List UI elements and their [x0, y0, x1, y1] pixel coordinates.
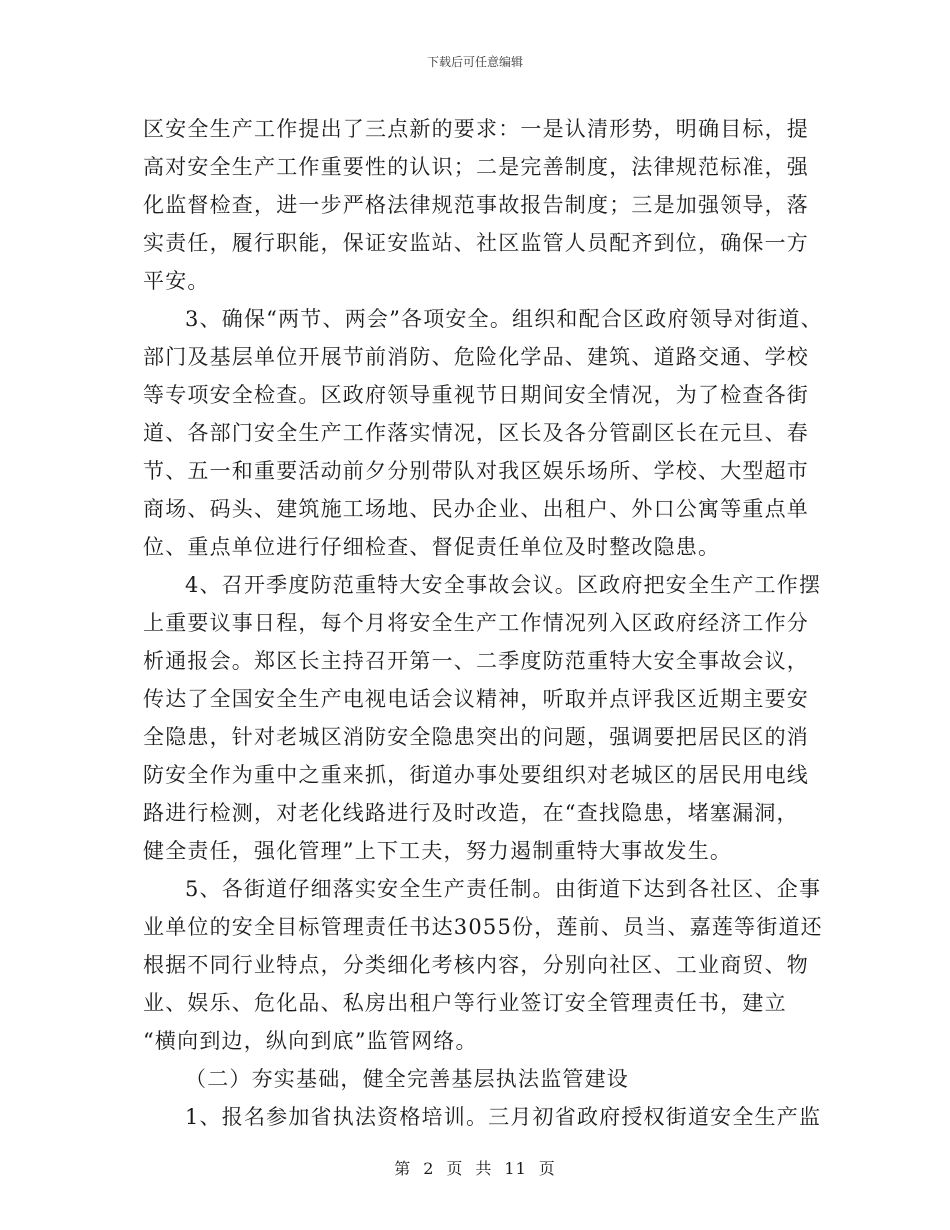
- text-line: 路进行检测，对老化线路进行及时改造，在“查找隐患，堵塞漏洞，: [143, 801, 799, 825]
- text-line: 部门及基层单位开展节前消防、危险化学品、建筑、道路交通、学校: [143, 345, 809, 369]
- text-line: 业、娱乐、危化品、私房出租户等行业签订安全管理责任书，建立: [143, 991, 787, 1015]
- text-line: 防安全作为重中之重来抓，街道办事处要组织对老城区的居民用电线: [143, 763, 809, 787]
- footer-label-page: 第: [394, 1159, 412, 1178]
- section-heading-text: （二）夯实基础，健全完善基层执法监管建设: [185, 1067, 629, 1091]
- text-line: 析通报会。郑区长主持召开第一、二季度防范重特大安全事故会议，: [143, 649, 809, 673]
- paragraph: [143, 110, 823, 300]
- text-line: 3、确保“两节、两会”各项安全。组织和配合区政府领导对街道、: [185, 307, 823, 331]
- text-line: 商场、码头、建筑施工场地、民办企业、出租户、外口公寓等重点单: [143, 497, 809, 521]
- text-line: 平安。: [143, 269, 210, 293]
- document-body: [143, 110, 823, 1136]
- text-line: 化监督检查，进一步严格法律规范事故报告制度；三是加强领导，落: [143, 193, 809, 217]
- paragraph: [143, 1098, 823, 1136]
- footer-current-page: 2: [423, 1159, 435, 1178]
- footer-label-of: 页: [446, 1159, 464, 1178]
- footer-total-pages: 11: [504, 1159, 527, 1178]
- section-heading: [143, 1060, 823, 1098]
- paragraph: [143, 566, 823, 870]
- text-line: 实责任，履行职能，保证安监站、社区监管人员配齐到位，确保一方: [143, 231, 809, 255]
- footer-label-total: 共: [475, 1159, 493, 1178]
- text-line: 4、召开季度防范重特大安全事故会议。区政府把安全生产工作摆: [185, 573, 822, 597]
- text-line: 传达了全国安全生产电视电话会议精神，听取并点评我区近期主要安: [143, 687, 809, 711]
- text-line: 道、各部门安全生产工作落实情况，区长及各分管副区长在元旦、春: [143, 421, 809, 445]
- text-line: 位、重点单位进行仔细检查、督促责任单位及时整改隐患。: [143, 535, 721, 559]
- paragraph: [143, 870, 823, 1060]
- page-header: 下载后可任意编辑: [426, 55, 523, 69]
- text-line: 1、报名参加省执法资格培训。三月初省政府授权街道安全生产监: [185, 1105, 822, 1129]
- text-line: 上重要议事日程，每个月将安全生产工作情况列入区政府经济工作分: [143, 611, 809, 635]
- text-line: 高对安全生产工作重要性的认识；二是完善制度，法律规范标准，强: [143, 155, 809, 179]
- footer-label-end: 页: [538, 1159, 556, 1178]
- text-line: 全隐患，针对老城区消防安全隐患突出的问题，强调要把居民区的消: [143, 725, 809, 749]
- text-line: “横向到边，纵向到底”监管网络。: [143, 1029, 478, 1053]
- text-line: 业单位的安全目标管理责任书达3055份，莲前、员当、嘉莲等街道还: [143, 915, 823, 939]
- text-line: 等专项安全检查。区政府领导重视节日期间安全情况，为了检查各街: [143, 383, 809, 407]
- text-line: 健全责任，强化管理”上下工夫，努力遏制重特大事故发生。: [143, 839, 733, 863]
- text-line: 节、五一和重要活动前夕分别带队对我区娱乐场所、学校、大型超市: [143, 459, 809, 483]
- page-footer: [0, 1156, 950, 1179]
- text-line: 区安全生产工作提出了三点新的要求：一是认清形势，明确目标，提: [143, 117, 809, 141]
- text-line: 根据不同行业特点，分类细化考核内容，分别向社区、工业商贸、物: [143, 953, 809, 977]
- text-line: 5、各街道仔细落实安全生产责任制。由街道下达到各社区、企事: [185, 877, 822, 901]
- paragraph: [143, 300, 823, 566]
